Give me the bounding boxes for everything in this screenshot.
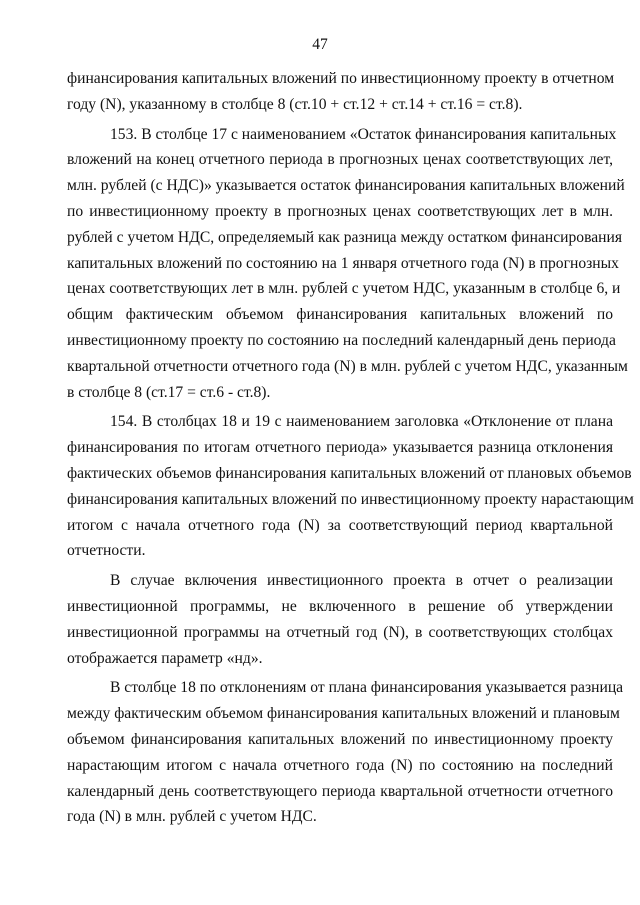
text-line: ценах соответствующих лет в млн. рублей с учетом НДС, указанным в столбце 6, и xyxy=(67,280,621,298)
text-line: финансирования капитальных вложений по инвестиционному проекту нарастающим xyxy=(67,490,634,508)
text-line: инвестиционной программы, не включенного в решение об утверждении xyxy=(67,597,613,615)
text-line: по инвестиционному проекту в прогнозных ценах соответствующих лет в млн. xyxy=(67,202,613,220)
text-line: в столбце 8 (ст.17 = ст.6 - ст.8). xyxy=(67,383,271,401)
text-line: капитальных вложений по состоянию на 1 января отчетного года (N) в прогнозных xyxy=(67,254,619,272)
text-line: инвестиционной программы на отчетный год (N), в соответствующих столбцах xyxy=(67,623,613,641)
text-line: квартальной отчетности отчетного года (N) в млн. рублей с учетом НДС, указанным xyxy=(67,357,628,375)
text-line: итогом с начала отчетного года (N) за соответствующий период квартальной xyxy=(67,516,613,534)
paragraph-p-col18 xyxy=(67,675,624,830)
text-line: финансирования по итогам отчетного периода» указывается разница отклонения xyxy=(67,439,613,457)
text-line: В столбце 18 по отклонениям от плана финансирования указывается разница xyxy=(110,679,624,697)
text-line: общим фактическим объемом финансирования капитальных вложений по xyxy=(67,306,613,324)
page-number: 47 xyxy=(312,36,328,53)
text-line: нарастающим итогом с начала отчетного года (N) по состоянию на последний xyxy=(67,756,613,774)
text-line: объемом финансирования капитальных вложений по инвестиционному проекту xyxy=(67,730,613,748)
text-line: фактических объемов финансирования капитальных вложений от плановых объемов xyxy=(67,464,632,482)
text-line: млн. рублей (с НДС)» указывается остаток финансирования капитальных вложений xyxy=(67,177,625,195)
text-line: финансирования капитальных вложений по инвестиционному проекту в отчетном xyxy=(67,70,615,87)
paragraph-cont xyxy=(67,66,613,118)
paragraph-p153 xyxy=(67,122,628,406)
text-line: В случае включения инвестиционного проекта в отчет о реализации xyxy=(110,572,613,590)
text-line: отображается параметр «нд». xyxy=(67,649,263,667)
text-line: между фактическим объемом финансирования капитальных вложений и плановым xyxy=(67,705,620,723)
text-line: 154. В столбцах 18 и 19 с наименованием заголовка «Отклонение от плана xyxy=(110,413,613,431)
document-body xyxy=(67,66,634,830)
text-line: 153. В столбце 17 с наименованием «Остаток финансирования капитальных xyxy=(110,125,617,143)
text-line: отчетности. xyxy=(67,542,146,560)
text-line: году (N), указанному в столбце 8 (ст.10 + ст.12 + ст.14 + ст.16 = ст.8). xyxy=(67,95,523,113)
text-line: вложений на конец отчетного периода в прогнозных ценах соответствующих лет, xyxy=(67,151,613,169)
text-line: календарный день соответствующего периода квартальной отчетности отчетного xyxy=(67,782,613,800)
text-line: рублей с учетом НДС, определяемый как разница между остатком финансирования xyxy=(67,228,623,246)
paragraph-p154 xyxy=(67,409,634,564)
text-line: года (N) в млн. рублей с учетом НДС. xyxy=(67,808,317,826)
paragraph-p-case xyxy=(67,568,613,671)
text-line: инвестиционному проекту по состоянию на последний календарный день периода xyxy=(67,331,616,349)
